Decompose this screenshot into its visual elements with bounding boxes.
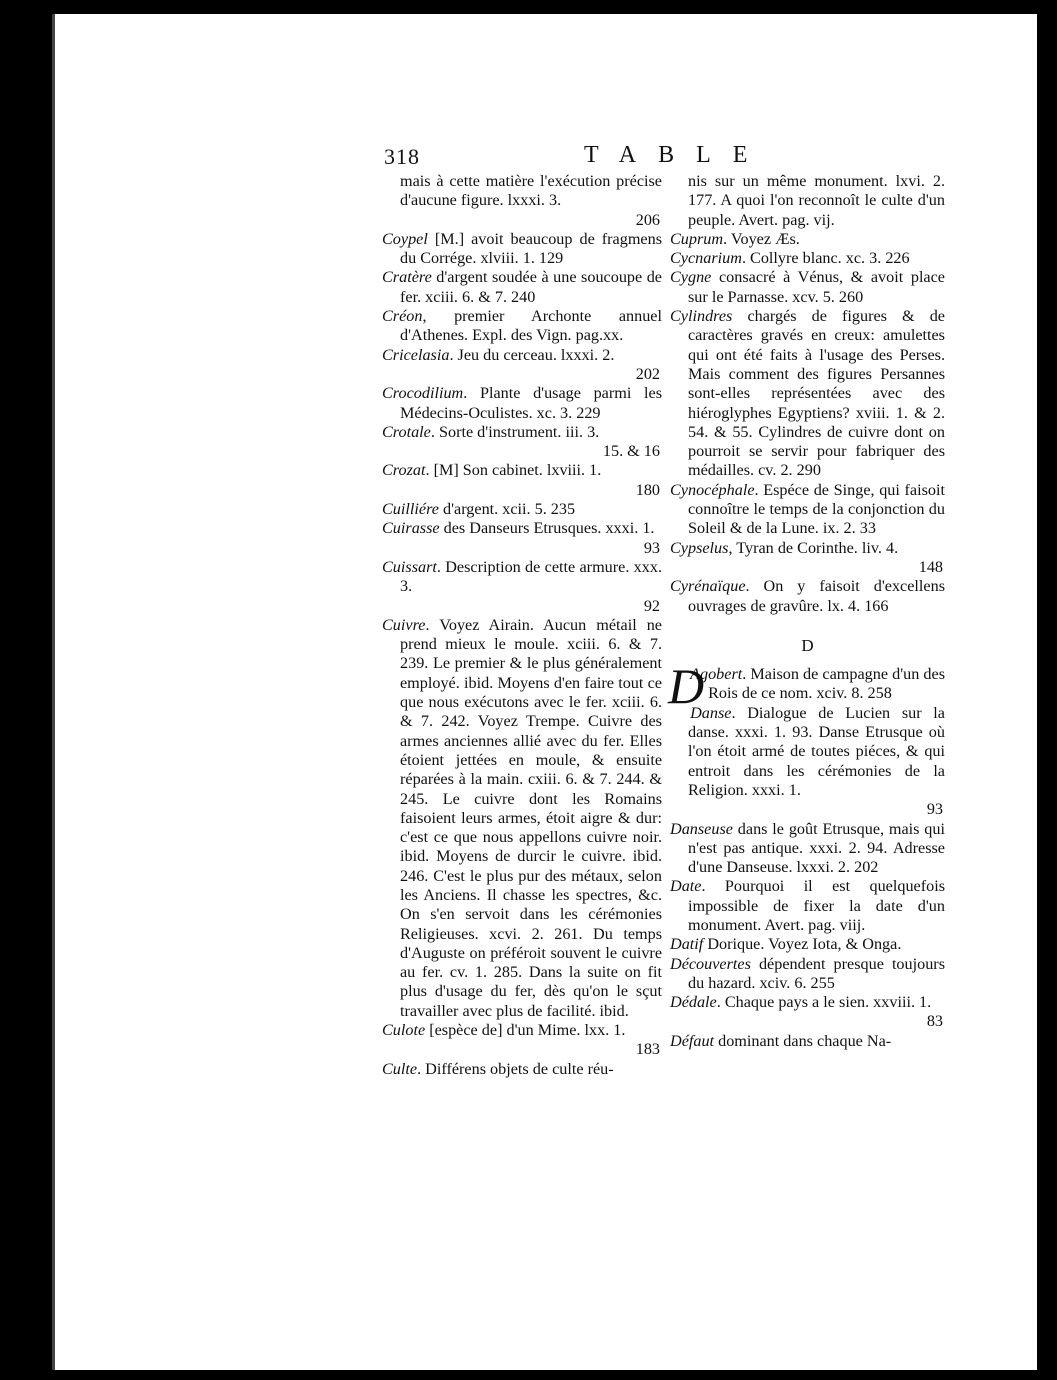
left-column [382,172,662,1079]
index-entry [670,249,945,268]
page-title: TABLE [584,142,770,168]
entry-page-ref: 93 [643,538,660,557]
entry-text: . On y faisoit d'excellens ouvrages de gravûre. lx. 4. 166 [688,577,945,615]
entry-text: . Voyez Æs. [723,229,800,248]
index-entry [382,558,662,616]
index-entry [670,577,945,616]
entry-text: . Pourquoi il est quelquefois impossible de fixer la date d'un monument. Avert. pag. viij. [688,877,945,934]
entry-term: Cypselus [670,538,729,557]
entry-page-ref: 83 [926,1012,943,1031]
entry-text: chargés de figures & de caractères gravés en creux: amulettes qui ont été faits à l'usage des Perses. Mais comment des figures Persannes sont-elles représentées avec des hiéroglyphes Egyptiens? xviii. 1. & 2. 54. & 55. Cylindres de cuivre dont on pourroit se servir pour fabriquer des médailles. cv. 2. 290 [688,307,945,480]
entry-term: Agobert [690,665,743,684]
entry-term: Danseuse [670,819,733,838]
index-entry [670,955,945,994]
d-section-entries [668,658,945,1051]
entry-text: [espèce de] d'un Mime. lxx. 1. [425,1021,626,1040]
entry-term: Cricelasia [382,345,450,364]
index-entry [670,1032,945,1051]
entry-text: mais à cette matière l'exécution précise d'aucune figure. lxxxi. 3. [400,172,662,210]
entry-term: Cycnarium [670,249,742,268]
index-entry [382,1060,662,1079]
entry-term: Crotale [382,422,431,441]
entry-text: d'argent. xcii. 5. 235 [438,500,576,519]
entry-text: d'argent soudée à une soucoupe de fer. xciii. 6. & 7. 240 [400,268,662,306]
entry-term: Crozat [382,461,426,480]
index-entry [670,539,945,578]
entry-text: consacré à Vénus, & avoit place sur le Parnasse. xcv. 5. 260 [688,268,945,306]
entry-text: . Chaque pays a le sien. xxviii. 1. [716,993,932,1012]
index-entry [670,172,945,230]
index-entry [382,461,662,500]
entry-term: Cynocéphale [670,480,755,499]
index-entry [670,481,945,539]
page-header [384,144,944,174]
index-entry [670,993,945,1032]
entry-term: Découvertes [670,954,751,973]
index-entry [382,423,662,462]
entry-term: Crocodilium [382,384,464,403]
right-column-entries [670,172,945,616]
index-entry [670,877,945,935]
entry-term: Culote [382,1021,426,1040]
index-entry [382,616,662,1021]
entry-text: . Description de cette armure. xxx. 3. [400,557,662,596]
entry-term: Cuivre [382,615,426,634]
index-entry [382,384,662,423]
index-entry [382,1021,662,1060]
index-entry [382,500,662,519]
drop-cap: D [668,658,705,715]
entry-text: dans le goût Etrusque, mais qui n'est pas antique. xxxi. 2. 94. Adresse d'une Danseuse. lxxxi. 2. 202 [688,819,945,877]
entry-text: des Danseurs Etrusques. xxxi. 1. [439,519,655,538]
entry-term: Datif [670,935,704,954]
entry-term: Cuirasse [382,519,440,538]
entry-text: . Collyre blanc. xc. 3. 226 [741,249,910,268]
entry-term: Cuissart [382,557,437,576]
entry-term: Cyrénaïque [670,577,746,596]
entry-page-ref: 183 [635,1040,660,1059]
entry-text: [M.] avoit beaucoup de fragmens du Corrége. xlviii. 1. 129 [400,229,662,268]
entry-page-ref: 180 [635,480,660,499]
entry-text: . Dialogue de Lucien sur la danse. xxxi. 1. 93. Danse Etrusque où l'on étoit armé de toutes piéces, & qui entroit dans les cérémonies de la Religion. xxxi. 1. [688,703,945,799]
index-entry [382,230,662,269]
right-column [670,172,945,1051]
entry-text: . Voyez Airain. Aucun métail ne prend mieux le moule. xciii. 6. & 7. 239. Le premier & le plus généralement employé. ibid. Moyens d'en faire tout ce que nous exécutons avec le fer. xciii. 6. & 7. 242. Voyez Trempe. Cuivre des armes anciennes allié avec du fer. Elles étoient jettées en moule, & ensuite réparées à la main. cxiii. 6. & 7. 244. & 245. Le cuivre dont les Romains faisoient leurs armes, étoit aigre & dur: c'est ce que nous appellons cuivre noir. ibid. Moyens de durcir le cuivre. ibid. 246. C'est le plus pur des métaux, selon les Anciens. Il chasse les spectres, &c. On s'en servoit dans les cérémonies Religieuses. xcvi. 2. 261. Du temps d'Auguste on préféroit souvent le cuivre au fer. cv. 1. 285. Dans la suite on fit plus d'usage du fer, dès qu'on le sçut travailler avec plus de facilité. ibid. [400,615,662,1020]
entry-term: Danse [690,703,732,722]
index-entry [382,172,662,230]
index-entry [670,935,945,954]
entry-term: Cuprum [670,229,724,248]
entry-text: , Tyran de Corinthe. liv. 4. [728,538,899,557]
entry-text: . Espéce de Singe, qui faisoit connoître le temps de la conjonction du Soleil & de la Lune. ix. 2. 33 [688,480,945,538]
index-entry [670,307,945,481]
entry-text: dépendent presque toujours du hazard. xciv. 6. 255 [688,954,945,992]
entry-page-ref: 92 [643,596,660,615]
entry-text: , premier Archonte annuel d'Athenes. Expl. des Vign. pag.xx. [400,307,662,345]
entry-text: . Maison de campagne d'un des Rois de ce nom. xciv. 8. 258 [708,665,945,703]
entry-term: Créon [382,307,423,326]
entry-term: Dédale [670,993,717,1012]
entry-term: Défaut [670,1031,715,1050]
entry-term: Cratère [382,268,432,287]
index-entry [382,307,662,346]
entry-term: Cygne [670,268,712,287]
index-entry [382,519,662,558]
index-entry [670,230,945,249]
entry-text: Dorique. Voyez Iota, & Onga. [703,935,902,954]
entry-text: dominant dans chaque Na- [714,1031,892,1050]
entry-page-ref: 15. & 16 [602,442,660,461]
index-entry [382,268,662,307]
entry-text: . [M] Son cabinet. lxviii. 1. [425,461,602,480]
entry-text: nis sur un même monument. lxvi. 2. 177. A quoi l'on reconnoît le culte d'un peuple. Avert. pag. vij. [688,172,945,229]
page-number: 318 [384,144,420,169]
entry-page-ref: 93 [926,800,943,819]
entry-term: Coypel [382,229,428,248]
index-entry [670,820,945,878]
entry-page-ref: 202 [635,364,660,383]
section-letter: D [801,635,814,655]
index-entry [382,346,662,385]
entry-text: . Plante d'usage parmi les Médecins-Oculistes. xc. 3. 229 [400,384,662,422]
index-entry [670,704,945,820]
entry-term: Cuilliére [382,500,439,519]
entry-text: . Sorte d'instrument. iii. 3. [430,422,600,441]
entry-page-ref: 206 [635,210,660,229]
entry-page-ref: 148 [918,557,943,576]
entry-text: . Jeu du cerceau. lxxxi. 2. [449,345,615,364]
entry-term: Cylindres [670,307,733,326]
index-entry [670,268,945,307]
entry-term: Date [670,877,702,896]
entry-text: . Différens objets de culte réu- [417,1059,614,1078]
entry-term: Culte [382,1059,418,1078]
